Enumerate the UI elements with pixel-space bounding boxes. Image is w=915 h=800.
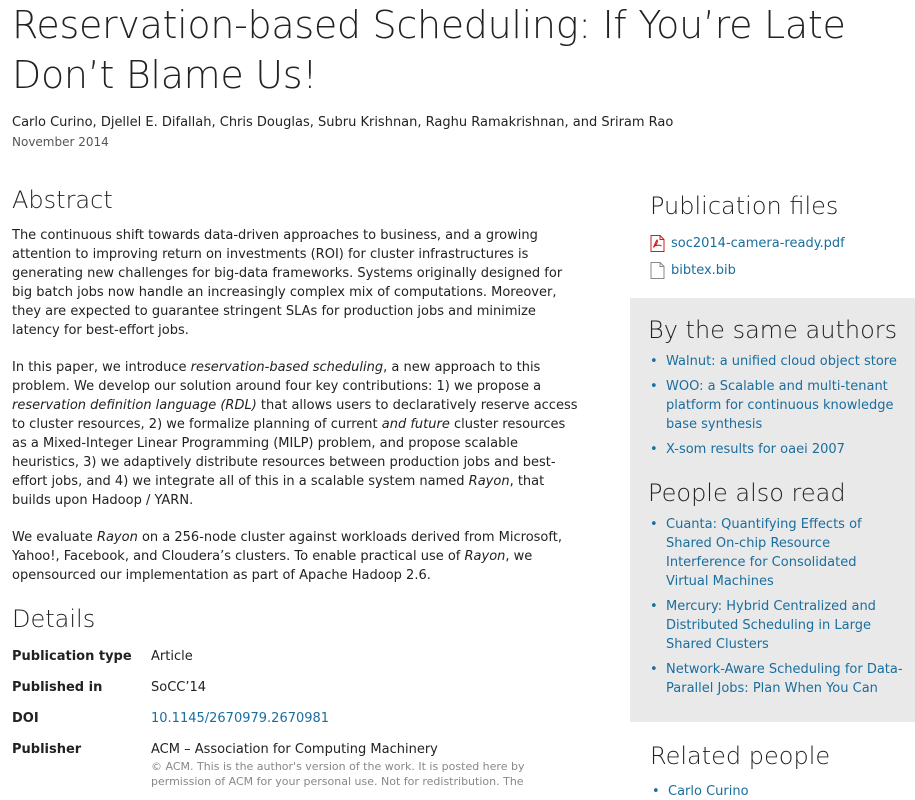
emphasis: Rayon [464, 549, 506, 564]
detail-row-type [12, 647, 582, 678]
detail-label: DOI [12, 711, 39, 726]
publisher-name: ACM – Association for Computing Machinery [151, 742, 438, 757]
copyright-notice: © ACM. This is the author's version of the work. It is posted here by permission of ACM for your personal use. Not for redistribution. The [151, 760, 525, 788]
related-people [630, 740, 915, 800]
list-item [648, 377, 903, 434]
abstract-paragraph-1: The continuous shift towards data-driven approaches to business, and a growing attention to improving return on investments (ROI) for cluster infrastructures is generating new challenges for big-data frameworks. Systems originally designed for big batch jobs now handle an increasingly complex mix of computations. Moreover, they are expected to guarantee stringent SLAs for production jobs and minimize latency for best-effort jobs. [12, 228, 563, 338]
abstract-heading: Abstract [12, 186, 113, 214]
abstract-paragraph-3 [12, 528, 582, 585]
emphasis: and future [381, 417, 450, 432]
also-read-link[interactable]: Network-Aware Scheduling for Data-Parallel Jobs: Plan When You Can [666, 662, 903, 696]
file-item-pdf[interactable] [650, 230, 915, 257]
same-authors-list [648, 352, 903, 459]
list-item [648, 440, 903, 459]
recommendations-panel [630, 298, 915, 722]
author-list: Carlo Curino, Djellel E. Difallah, Chris Douglas, Subru Krishnan, Raghu Ramakrishnan, and Sriram Rao [12, 115, 674, 130]
text-span: on a 256-node cluster against workloads derived from Microsoft, Yahoo!, Facebook, and Cloudera’s clusters. To enable practical use of [12, 530, 562, 564]
same-authors-link[interactable]: X-som results for oaei 2007 [666, 442, 845, 457]
text-span: We evaluate [12, 530, 97, 545]
page-title: Reservation-based Scheduling: If You’re Late Don’t Blame Us! [12, 3, 846, 97]
list-item [648, 660, 903, 698]
list-item [648, 515, 903, 591]
text-span: , we opensourced our implementation as part of Apache Hadoop 2.6. [12, 549, 533, 583]
text-span: , a new approach to this problem. We develop our solution around four key contributions: 1) we propose a [12, 360, 542, 394]
publication-files [630, 190, 915, 284]
list-item [648, 352, 903, 371]
emphasis: reservation-based scheduling [190, 360, 384, 375]
also-read-list [648, 515, 903, 698]
doi-link[interactable]: 10.1145/2670979.2670981 [151, 711, 330, 726]
related-person-link[interactable]: Carlo Curino [668, 784, 749, 799]
detail-label: Publication type [12, 649, 132, 664]
detail-value [151, 709, 582, 740]
detail-row-published-in [12, 678, 582, 709]
details-heading: Details [12, 605, 96, 633]
emphasis: Rayon [468, 474, 510, 489]
file-item-bib[interactable] [650, 257, 915, 284]
text-span: , that builds upon Hadoop / YARN. [12, 474, 545, 508]
also-read-link[interactable]: Mercury: Hybrid Centralized and Distributed Scheduling in Large Shared Clusters [666, 599, 876, 652]
detail-label: Publisher [12, 742, 82, 757]
pdf-file-icon [650, 235, 665, 252]
text-span: cluster resources as a Mixed-Integer Linear Programming (MILP) problem, and propose scalable heuristics, 3) we adaptively distribute resources between production jobs and best-effort jobs, and 4) we integrate all of this in a scalable system named [12, 417, 566, 489]
emphasis: Rayon [96, 530, 138, 545]
list-item [650, 782, 915, 800]
detail-value: SoCC’14 [151, 680, 207, 695]
files-heading: Publication files [650, 192, 839, 220]
same-authors-heading: By the same authors [648, 316, 898, 344]
detail-value [151, 740, 582, 789]
detail-label: Published in [12, 680, 103, 695]
main-content [12, 184, 582, 789]
also-read-heading: People also read [648, 479, 846, 507]
text-span: In this paper, we introduce [12, 360, 191, 375]
text-span: that allows users to declaratively reserve access to cluster resources, 2) we formalize planning of current [12, 398, 578, 432]
same-authors-link[interactable]: Walnut: a unified cloud object store [666, 354, 897, 369]
related-people-heading: Related people [650, 742, 831, 770]
detail-value: Article [151, 649, 193, 664]
detail-row-doi [12, 709, 582, 740]
pdf-file-link[interactable]: soc2014-camera-ready.pdf [671, 236, 845, 251]
document-icon [650, 262, 665, 279]
related-people-list [650, 782, 915, 800]
list-item [648, 597, 903, 654]
same-authors-link[interactable]: WOO: a Scalable and multi-tenant platform for continuous knowledge base synthesis [666, 379, 894, 432]
abstract-paragraph-2 [12, 358, 582, 510]
details-table [12, 647, 582, 789]
detail-row-publisher [12, 740, 582, 789]
bib-file-link[interactable]: bibtex.bib [671, 263, 736, 278]
publication-date: November 2014 [12, 135, 109, 149]
emphasis: reservation definition language (RDL) [12, 398, 257, 413]
also-read-link[interactable]: Cuanta: Quantifying Effects of Shared On-chip Resource Interference for Consolidated Virtual Machines [666, 517, 862, 589]
